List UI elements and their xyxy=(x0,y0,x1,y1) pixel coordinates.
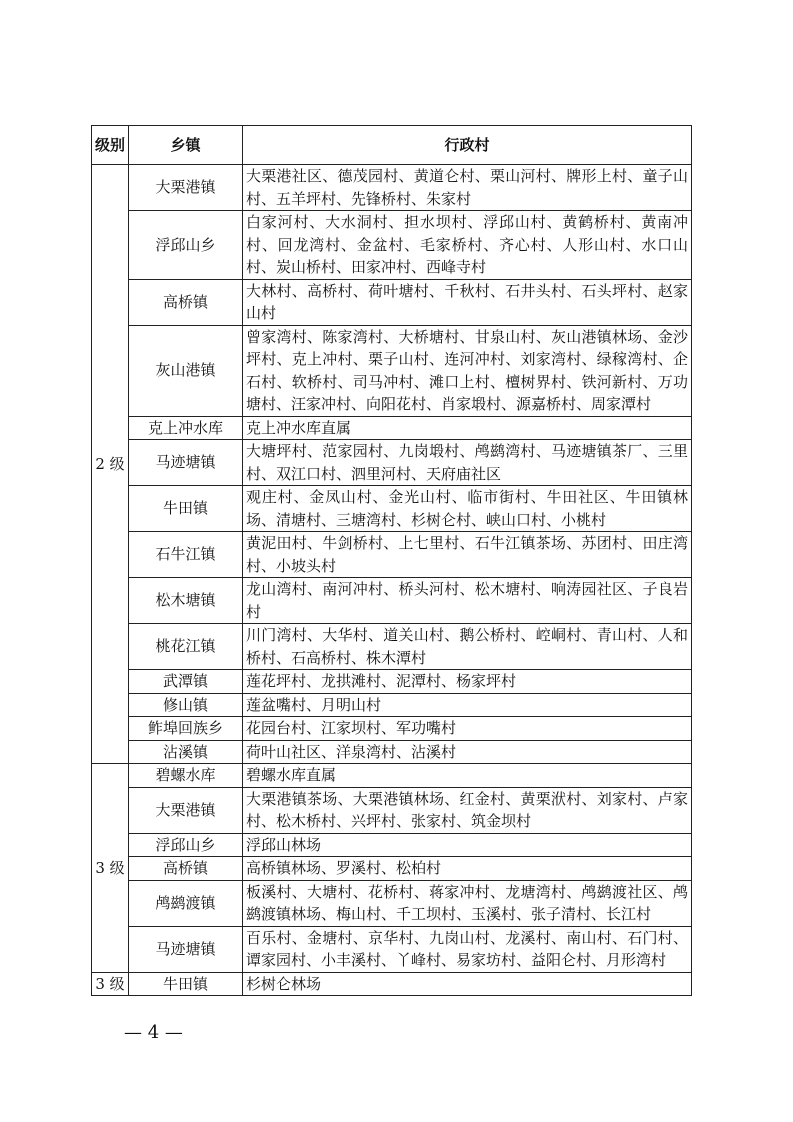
town-cell: 牛田镇 xyxy=(129,486,243,532)
villages-cell: 莲盆嘴村、月明山村 xyxy=(243,693,692,717)
header-level: 级别 xyxy=(92,126,129,165)
town-cell: 克上冲水库 xyxy=(129,416,243,440)
table-row xyxy=(92,880,692,926)
table-row xyxy=(92,670,692,694)
table-row xyxy=(92,717,692,741)
table-row xyxy=(92,764,692,788)
villages-cell: 川门湾村、大华村、道关山村、鹅公桥村、崆峒村、青山村、人和桥村、石高桥村、株木潭村 xyxy=(243,624,692,670)
town-cell: 碧螺水库 xyxy=(129,764,243,788)
table-row xyxy=(92,857,692,881)
header-town: 乡镇 xyxy=(129,126,243,165)
town-cell: 武潭镇 xyxy=(129,670,243,694)
villages-cell: 花园台村、江家坝村、军功嘴村 xyxy=(243,717,692,741)
villages-cell: 碧螺水库直属 xyxy=(243,764,692,788)
table-row xyxy=(92,416,692,440)
table-row xyxy=(92,578,692,624)
town-cell: 浮邱山乡 xyxy=(129,211,243,280)
villages-cell: 黄泥田村、牛剑桥村、上七里村、石牛江镇茶场、苏团村、田庄湾村、小坡头村 xyxy=(243,532,692,578)
villages-cell: 百乐村、金塘村、京华村、九岗山村、龙溪村、南山村、石门村、谭家园村、小丰溪村、丫峰村、易家坊村、益阳仑村、月形湾村 xyxy=(243,926,692,972)
villages-cell: 克上冲水库直属 xyxy=(243,416,692,440)
table-row xyxy=(92,693,692,717)
table-row xyxy=(92,486,692,532)
villages-cell: 高桥镇林场、罗溪村、松柏村 xyxy=(243,857,692,881)
villages-cell: 大栗港镇茶场、大栗港镇林场、红金村、黄栗洑村、刘家村、卢家村、松木桥村、兴坪村、张家村、筑金坝村 xyxy=(243,787,692,833)
town-cell: 大栗港镇 xyxy=(129,787,243,833)
table-row xyxy=(92,972,692,996)
town-cell: 马迹塘镇 xyxy=(129,926,243,972)
villages-cell: 曾家湾村、陈家湾村、大桥塘村、甘泉山村、灰山港镇林场、金沙坪村、克上冲村、栗子山村、连河冲村、刘家湾村、绿稼湾村、企石村、软桥村、司马冲村、滩口上村、檀树界村、铁河新村、万功塘村、汪家冲村、向阳花村、肖家塅村、源嘉桥村、周家潭村 xyxy=(243,325,692,416)
villages-cell: 白家河村、大水洞村、担水坝村、浮邱山村、黄鹤桥村、黄南冲村、回龙湾村、金盆村、毛家桥村、齐心村、人形山村、水口山村、炭山桥村、田家冲村、西峰寺村 xyxy=(243,211,692,280)
town-cell: 沾溪镇 xyxy=(129,740,243,764)
page-number: — 4 — xyxy=(124,1022,183,1043)
level-cell: 3 级 xyxy=(92,764,129,973)
town-cell: 石牛江镇 xyxy=(129,532,243,578)
villages-cell: 浮邱山林场 xyxy=(243,833,692,857)
villages-cell: 龙山湾村、南河冲村、桥头河村、松木塘村、响涛园社区、子良岩村 xyxy=(243,578,692,624)
town-cell: 鸬鹚渡镇 xyxy=(129,880,243,926)
table-row xyxy=(92,325,692,416)
villages-cell: 莲花坪村、龙拱滩村、泥潭村、杨家坪村 xyxy=(243,670,692,694)
table-row xyxy=(92,532,692,578)
table-row xyxy=(92,279,692,325)
town-cell: 鲊埠回族乡 xyxy=(129,717,243,741)
level-cell: 3 级 xyxy=(92,972,129,996)
header-villages: 行政村 xyxy=(243,126,692,165)
table-row xyxy=(92,740,692,764)
village-table xyxy=(91,125,692,996)
villages-cell: 大塘坪村、范家园村、九岗塅村、鸬鹚湾村、马迹塘镇茶厂、三里村、双江口村、泗里河村、天府庙社区 xyxy=(243,440,692,486)
town-cell: 灰山港镇 xyxy=(129,325,243,416)
villages-cell: 大林村、高桥村、荷叶塘村、千秋村、石井头村、石头坪村、赵家山村 xyxy=(243,279,692,325)
villages-cell: 杉树仑林场 xyxy=(243,972,692,996)
table-row xyxy=(92,165,692,211)
town-cell: 浮邱山乡 xyxy=(129,833,243,857)
town-cell: 大栗港镇 xyxy=(129,165,243,211)
town-cell: 牛田镇 xyxy=(129,972,243,996)
table-row xyxy=(92,787,692,833)
table-row xyxy=(92,440,692,486)
town-cell: 修山镇 xyxy=(129,693,243,717)
level-cell: 2 级 xyxy=(92,165,129,764)
table-row xyxy=(92,926,692,972)
header-row xyxy=(92,126,692,165)
villages-cell: 板溪村、大塘村、花桥村、蒋家冲村、龙塘湾村、鸬鹚渡社区、鸬鹚渡镇林场、梅山村、千工坝村、玉溪村、张子清村、长江村 xyxy=(243,880,692,926)
table-row xyxy=(92,833,692,857)
villages-cell: 大栗港社区、德茂园村、黄道仑村、栗山河村、牌形上村、童子山村、五羊坪村、先锋桥村、朱家村 xyxy=(243,165,692,211)
town-cell: 高桥镇 xyxy=(129,857,243,881)
table-row xyxy=(92,624,692,670)
town-cell: 桃花江镇 xyxy=(129,624,243,670)
town-cell: 松木塘镇 xyxy=(129,578,243,624)
town-cell: 马迹塘镇 xyxy=(129,440,243,486)
table-row xyxy=(92,211,692,280)
town-cell: 高桥镇 xyxy=(129,279,243,325)
villages-cell: 观庄村、金凤山村、金光山村、临市街村、牛田社区、牛田镇林场、清塘村、三塘湾村、杉树仑村、峡山口村、小桃村 xyxy=(243,486,692,532)
villages-cell: 荷叶山社区、洋泉湾村、沾溪村 xyxy=(243,740,692,764)
